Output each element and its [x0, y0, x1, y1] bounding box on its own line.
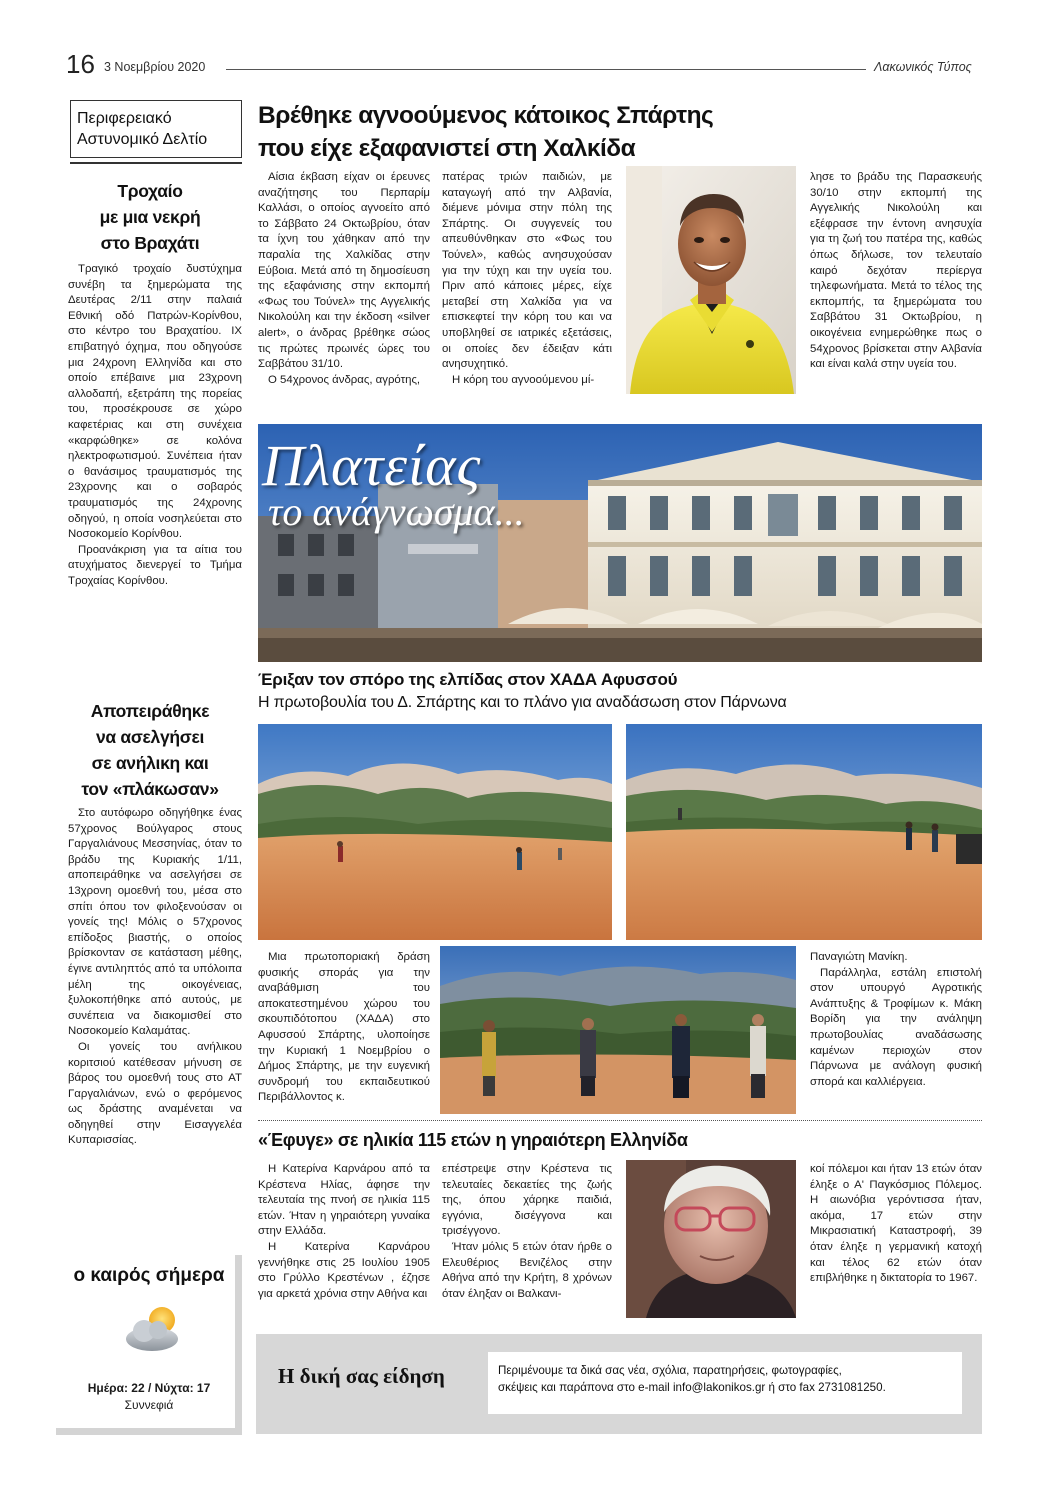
issue-date: 3 Νοεμβρίου 2020 — [104, 60, 206, 74]
weather-box — [56, 1255, 242, 1435]
oldest-paragraph: Η Κατερίνα Καρνάρου γεννήθηκε στις 25 Ιουλίου 1905 στο Γρύλλο Κρεστένων , έζησε για αρκετά χρόνια στην Αθήνα και — [258, 1240, 430, 1300]
your-news-line2: σκέψεις και παράπονα στο e-mail info@lakonikos.gr ή στο fax 2731081250. — [498, 1381, 886, 1394]
missing-paragraph: Ο 54χρονος άνδρας, αγρότης, — [268, 373, 421, 386]
officials-group-photo — [440, 946, 796, 1114]
headline-line2: που είχε εξαφανιστεί στη Χαλκίδα — [258, 135, 636, 162]
xada-col2 — [810, 950, 982, 1090]
banner-title-line1: Πλατείας — [262, 433, 482, 498]
oldest-woman-photo — [626, 1160, 796, 1318]
section-rule — [70, 162, 242, 164]
your-news-line1: Περιμένουμε τα δικά σας νέα, σχόλια, παρατηρήσεις, φωτογραφίες, — [498, 1364, 842, 1377]
assault-paragraph: Στο αυτόφωρο οδηγήθηκε ένας 57χρονος Βούλγαρος στους Γαργαλιάνους Μεσσηνίας, όταν το βράδυ της Κυριακής 1/11, αποπειράθηκε να ασελγήσει σε 13χρονη ομοεθνή του, μέσα στο σπίτι όπου τον φιλοξενούσαν οι γονείς της! Μόλις ο 57χρονος επίδοξος βιαστής, ο οποίος βρίσκονταν σε κατάσταση μέθης, έγινε αντιληπτός από τα υπόλοιπα μέλη της οικογένειας, ξυλοκοπήθηκε από αυτούς, με συνέπεια να διακομισθεί στο Νοσοκομείο Καλαμάτας. — [68, 807, 242, 1038]
banner-title-line2: το ανάγνωσμα... — [268, 489, 525, 534]
xada-paragraph: Παράλληλα, εστάλη επιστολή στον υπουργό Αγροτικής Ανάπτυξης & Τροφίμων κ. Μάκη Βορίδη για την ανάληψη πρωτοβουλίας αναδάσωσης καμένων περιοχών στον Πάρνωνα με ανάλογη φυσική σπορά και καλλιέργεια. — [810, 966, 982, 1088]
police-section-line2: Αστυνομικό Δελτίο — [77, 131, 208, 148]
traffic-paragraph: Προανάκριση για τα αίτια του ατυχήματος διενεργεί το Τμήμα Τροχαίας Κορίνθου. — [68, 543, 242, 587]
traffic-paragraph: Τραγικό τροχαίο δυστύχημα συνέβη τα ξημερώματα της Δευτέρας 2/11 στην παλαιά Εθνική οδό Πατρών-Κορίνθου, στο κέντρο του Βραχατίου. ΙΧ επιβατηγό όχημα, που οδηγούσε μια 24χρονη Ελληνίδα και στο οποίο επέβαινε μια 23χρονη αλλοδαπή, εξετράπη της πορείας του, προσέκρουσε σε χώρο καφετέριας και στη συνέχεια «καρφώθηκε» σε κολόνα ηλεκτροφωτισμού. Συνέπεια ήταν ο θανάσιμος τραυματισμός της 23χρονης και ο σοβαρός τραυματισμός της 24χρονης οδηγού, η οποία νοσηλεύεται στο Νοσοκομείο Κορίνθου. — [68, 263, 242, 541]
assault-title-line3: σε ανήλικη και — [91, 753, 209, 773]
assault-paragraph: Οι γονείς του ανήλικου κοριτσιού κατέθεσαν μήνυση σε βάρος του ομοεθνή τους στο ΑΤ Γαργαλιάνων, ενώ ο φερόμενος ως δράστης αναμένεται να οδηγηθεί στην Εισαγγελέα Κυπαρισσίας. — [68, 1040, 242, 1147]
missing-col2 — [442, 170, 612, 388]
missing-col3 — [810, 170, 982, 373]
oldest-woman-headline: «Έφυγε» σε ηλικία 115 ετών η γηραιότερη Ελληνίδα — [258, 1130, 688, 1150]
traffic-title-line2: με μια νεκρή — [99, 207, 201, 227]
assault-title-line1: Αποπειράθηκε — [90, 701, 210, 721]
oldest-col2 — [442, 1162, 612, 1302]
xada-paragraph: Παναγιώτη Μανίκη. — [810, 951, 908, 963]
weather-title: ο καιρός σήμερα — [73, 1265, 225, 1286]
page-number: 16 — [66, 49, 95, 79]
headline-line1: Βρέθηκε αγνοούμενος κάτοικος Σπάρτης — [258, 102, 714, 129]
your-news-label: Η δική σας είδηση — [278, 1364, 445, 1388]
section-divider — [258, 1120, 982, 1121]
oldest-paragraph: Η Κατερίνα Καρνάρου από τα Κρέστενα Ηλίας, άφησε την τελευταία της πνοή σε ηλικία 115 ετών. Ήταν η γηραιότερη γυναίκα στην Ελλάδα. — [258, 1163, 430, 1238]
xada-paragraph: Μια πρωτοποριακή δράση φυσικής σποράς για την αναβάθμιση του αποκατεστημένου χώρου του σκουπιδότοπου (ΧΑΔΑ) στο Αφυσσού Σπάρτης, υλοποίησε την Κυριακή 1 Νοεμβρίου ο Δήμος Σπάρτης, με την ευγενική συνδρομή του εκπαιδευτικού Περιβάλλοντος κ. — [258, 951, 430, 1104]
weather-condition: Συννεφιά — [124, 1398, 174, 1412]
partly-cloudy-icon — [122, 1303, 184, 1355]
oldest-paragraph: επέστρεψε στην Κρέστενα τις τελευταίες δεκαετίες της ζωής της, όπου χάρηκε παιδιά, εγγόνια, δισέγγονα και τρισέγγονο. — [442, 1163, 612, 1238]
assault-title-line2: να ασελγήσει — [95, 727, 205, 747]
xada-col1 — [258, 950, 430, 1106]
missing-paragraph: λησε το βράδυ της Παρασκευής 30/10 στην εκπομπή της Αγγελικής Νικολούλη και εξέφρασε την έντονη ανησυχία για τη ζωή του πατέρα της, καθώς όπως δήλωσε, τον τελευταίο καιρό δεχόταν περίεργα τηλεφωνήματα. Μετά το τέλος της εκπομπής, τα ξημερώματα του Σαββάτου 31 Οκτωβρίου, η οικογένεια ενημερώθηκε πως ο 54χρονος βρίσκεται στην Αλβανία και είναι καλά στην υγεία του. — [810, 171, 982, 371]
assault-title-line4: τον «πλάκωσαν» — [81, 779, 219, 799]
assault-story-title — [58, 698, 242, 802]
your-news-box — [256, 1334, 982, 1434]
oldest-paragraph: Ήταν μόλις 5 ετών όταν ήρθε ο Ελευθέριος Βενιζέλος στην Αθήνα από την Κρήτη, 8 χρόνων όταν έληξαν οι Βαλκανι- — [442, 1240, 612, 1300]
oldest-col3 — [810, 1162, 982, 1287]
police-section-line1: Περιφερειακό — [77, 110, 172, 127]
landfill-photo-1 — [258, 724, 612, 940]
missing-man-photo — [626, 166, 796, 394]
oldest-col1 — [258, 1162, 430, 1302]
police-section-label — [70, 100, 242, 158]
missing-paragraph: Αίσια έκβαση είχαν οι έρευνες αναζήτησης του Περπαρίμ Καλλάσι, ο οποίος αγνοείτο από το Σάββατο 24 Οκτωβρίου, όταν τα ίχνη του χάθηκαν από την παραλία της Χαλκίδας στην Εύβοια. Μετά από τη δημοσίευση της εξαφάνισης στην εκπομπή «Φως του Τούνελ» της Αγγελικής Νικολούλη και την έκδοση «silver alert», ο άνδρας βρέθηκε σώος τις πρώτες πρωινές ώρες του Σαββάτου 31/10. — [258, 171, 430, 371]
missing-person-headline — [258, 99, 798, 165]
assault-story-body — [68, 806, 242, 1149]
xada-subheadline: Η πρωτοβουλία του Δ. Σπάρτης και το πλάνο για αναδάσωση στον Πάρνωνα — [258, 694, 787, 711]
publication-name: Λακωνικός Τύπος — [874, 60, 972, 74]
missing-paragraph: Η κόρη του αγνοούμενου μί- — [452, 373, 595, 386]
your-news-text — [488, 1352, 962, 1414]
landfill-photo-2 — [626, 724, 982, 940]
weather-temperature: Ημέρα: 22 / Νύχτα: 17 — [87, 1381, 211, 1395]
oldest-paragraph: κοί πόλεμοι και ήταν 13 ετών όταν έληξε ο Α' Παγκόσμιος Πόλεμος. Η αιωνόβια γερόντισσα ήταν, ακόμα, 17 ετών στην Μικρασιατική Καταστροφή, 39 όταν έληξε η γερμανική κατοχή και τέλος 62 ετών όταν επιβλήθηκε η δικτατορία το 1967. — [810, 1163, 982, 1285]
header-rule — [226, 69, 866, 70]
missing-col1 — [258, 170, 430, 388]
traffic-story-body — [68, 262, 242, 589]
traffic-title-line3: στο Βραχάτι — [100, 233, 200, 253]
missing-paragraph: πατέρας τριών παιδιών, με καταγωγή από την Αλβανία, διέμενε μόνιμα στην πόλη της Σπάρτης. Οι συγγενείς του απευθύνθηκαν στο «Φως του Τούνελ», καθώς ανησυχούσαν για την τύχη και την υγεία του. Πριν από κάποιες μέρες, είχε μεταβεί στη Χαλκίδα για να επισκεφτεί την κόρη του και να υποβληθεί σε ιατρικές εξετάσεις, οι οποίες δεν έδειξαν κάτι ανησυχητικό. — [442, 171, 612, 371]
traffic-story-title — [58, 178, 242, 256]
xada-headline: Έριξαν τον σπόρο της ελπίδας στον ΧΑΔΑ Αφυσσού — [258, 670, 678, 689]
traffic-title-line1: Τροχαίο — [117, 181, 183, 201]
